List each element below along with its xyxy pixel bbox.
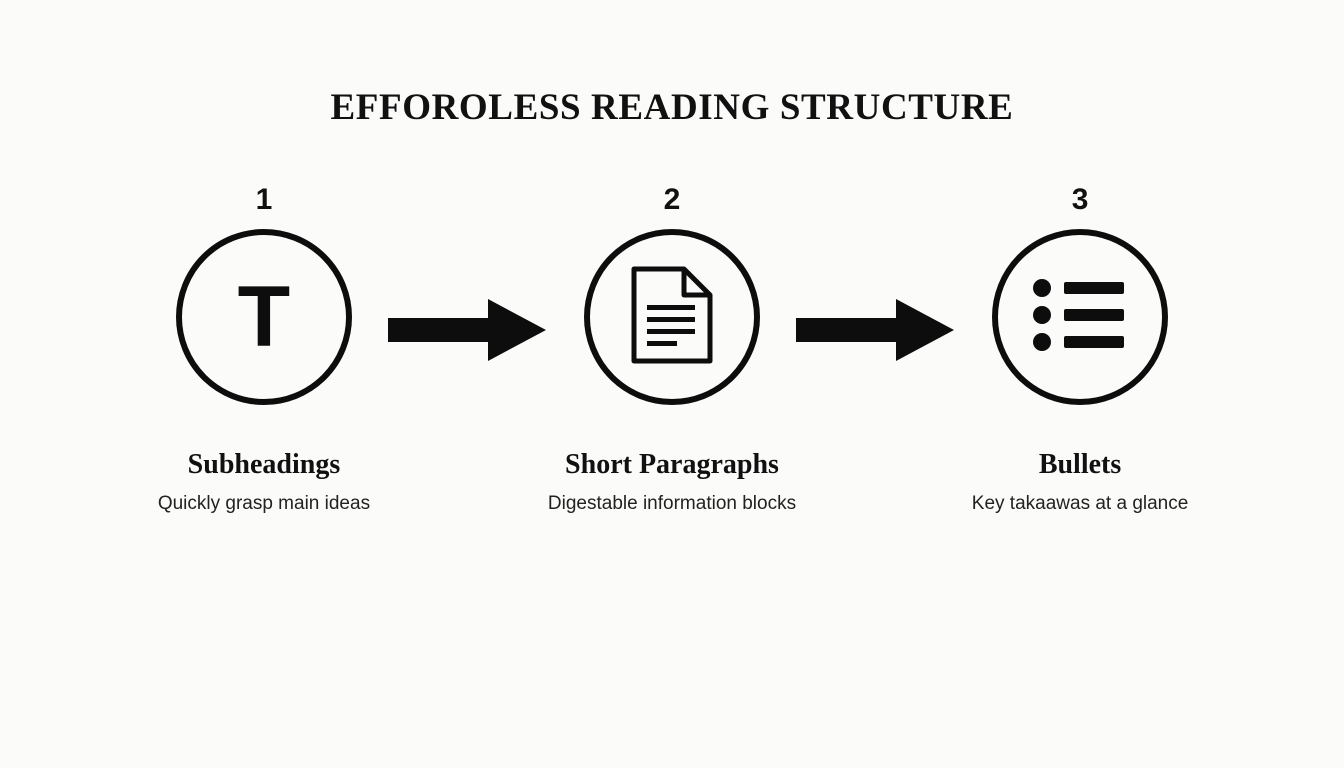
process-flow bbox=[140, 185, 1204, 515]
document-lines-icon bbox=[626, 265, 718, 370]
step-1-label: Subheadings bbox=[187, 449, 341, 480]
step-2-number: 2 bbox=[663, 183, 681, 216]
step-2-label: Short Paragraphs bbox=[565, 449, 779, 480]
letter-t-icon: T bbox=[237, 269, 291, 365]
step-3-description: Key takaawas at a glance bbox=[971, 493, 1189, 514]
step-1 bbox=[140, 185, 388, 515]
step-2-circle bbox=[584, 229, 760, 405]
bullet-list-icon bbox=[1032, 278, 1128, 357]
arrow-2-to-3 bbox=[796, 295, 956, 365]
step-1-circle bbox=[176, 229, 352, 405]
step-2-description: Digestable information blocks bbox=[547, 493, 797, 514]
page-title: EFFOROLESS READING STRUCTURE bbox=[330, 87, 1014, 128]
step-1-number: 1 bbox=[255, 183, 273, 216]
step-3-label: Bullets bbox=[1038, 449, 1122, 480]
step-3 bbox=[956, 185, 1204, 515]
arrow-1-to-2 bbox=[388, 295, 548, 365]
step-3-circle bbox=[992, 229, 1168, 405]
step-1-description: Quickly grasp main ideas bbox=[157, 493, 371, 514]
step-2 bbox=[548, 185, 796, 515]
step-3-number: 3 bbox=[1071, 183, 1089, 216]
